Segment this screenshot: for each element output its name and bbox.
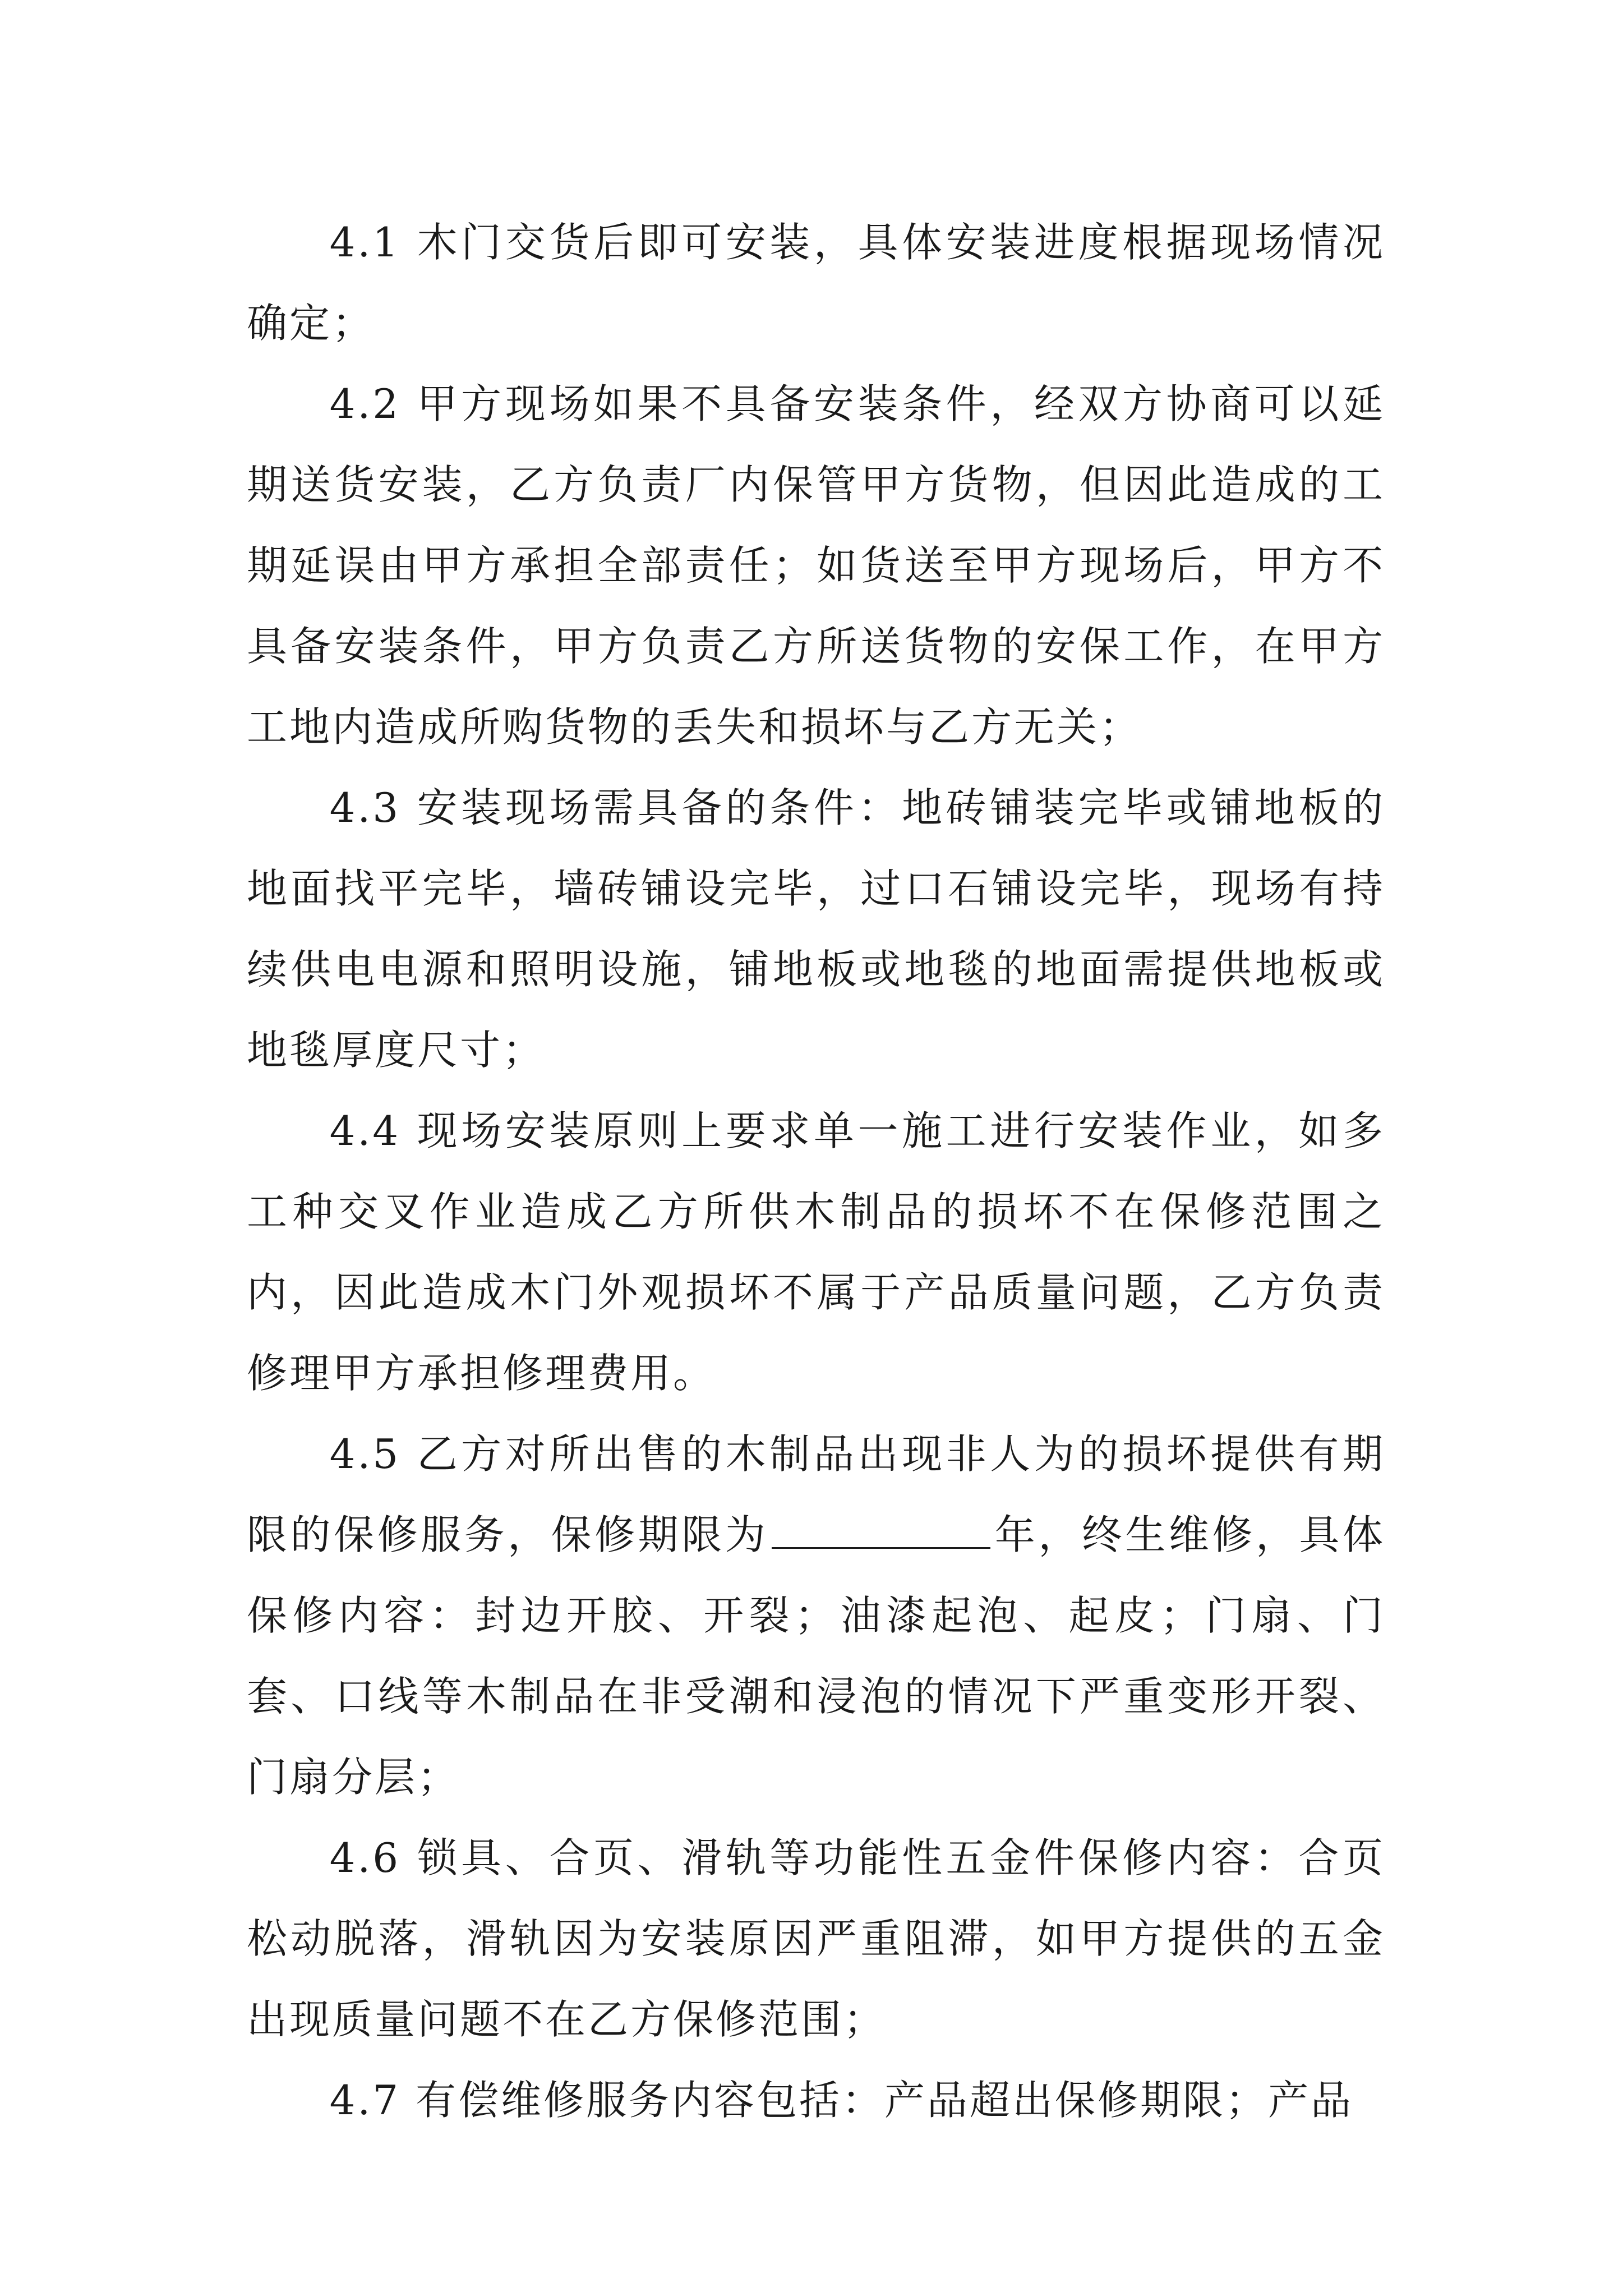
clause-4-2 xyxy=(247,364,1385,767)
clause-4-3 xyxy=(247,767,1385,1091)
warranty-period-blank[interactable] xyxy=(772,1512,990,1549)
clause-4-7 xyxy=(247,2060,1385,2141)
clause-4-7-text: 4.7 有偿维修服务内容包括：产品超出保修期限；产品 xyxy=(329,2077,1353,2124)
clause-4-4-text: 4.4 现场安装原则上要求单一施工进行安装作业，如多工种交叉作业造成乙方所供木制品的损坏不在保修范围之内，因此造成木门外观损坏不属于产品质量问题，乙方负责修理甲方承担修理费用。 xyxy=(247,1107,1385,1397)
clause-4-1 xyxy=(247,202,1385,364)
clause-4-4 xyxy=(247,1091,1385,1414)
clause-4-5-text-after: 年，终生维修，具体保修内容：封边开胶、开裂；油漆起泡、起皮；门扇、门套、口线等木制品在非受潮和浸泡的情况下严重变形开裂、门扇分层； xyxy=(247,1511,1385,1801)
clause-4-2-text: 4.2 甲方现场如果不具备安装条件，经双方协商可以延期送货安装，乙方负责厂内保管甲方货物，但因此造成的工期延误由甲方承担全部责任；如货送至甲方现场后，甲方不具备安装条件，甲方负责乙方所送货物的安保工作，在甲方工地内造成所购货物的丢失和损坏与乙方无关； xyxy=(247,380,1385,751)
clause-4-6-text: 4.6 锁具、合页、滑轨等功能性五金件保修内容：合页松动脱落，滑轨因为安装原因严重阻滞，如甲方提供的五金出现质量问题不在乙方保修范围； xyxy=(247,1834,1385,2043)
clause-4-5 xyxy=(247,1414,1385,1818)
clause-4-3-text: 4.3 安装现场需具备的条件：地砖铺装完毕或铺地板的地面找平完毕，墙砖铺设完毕，过口石铺设完毕，现场有持续供电电源和照明设施，铺地板或地毯的地面需提供地板或地毯厚度尺寸； xyxy=(247,784,1385,1074)
clause-4-1-text: 4.1 木门交货后即可安装，具体安装进度根据现场情况确定； xyxy=(247,219,1385,347)
clause-4-6 xyxy=(247,1818,1385,2060)
clause-4-5-text-before: 4.5 乙方对所出售的木制品出现非人为的损坏提供有期限的保修服务，保修期限为 xyxy=(247,1430,1385,1558)
document-body xyxy=(247,202,1385,2141)
